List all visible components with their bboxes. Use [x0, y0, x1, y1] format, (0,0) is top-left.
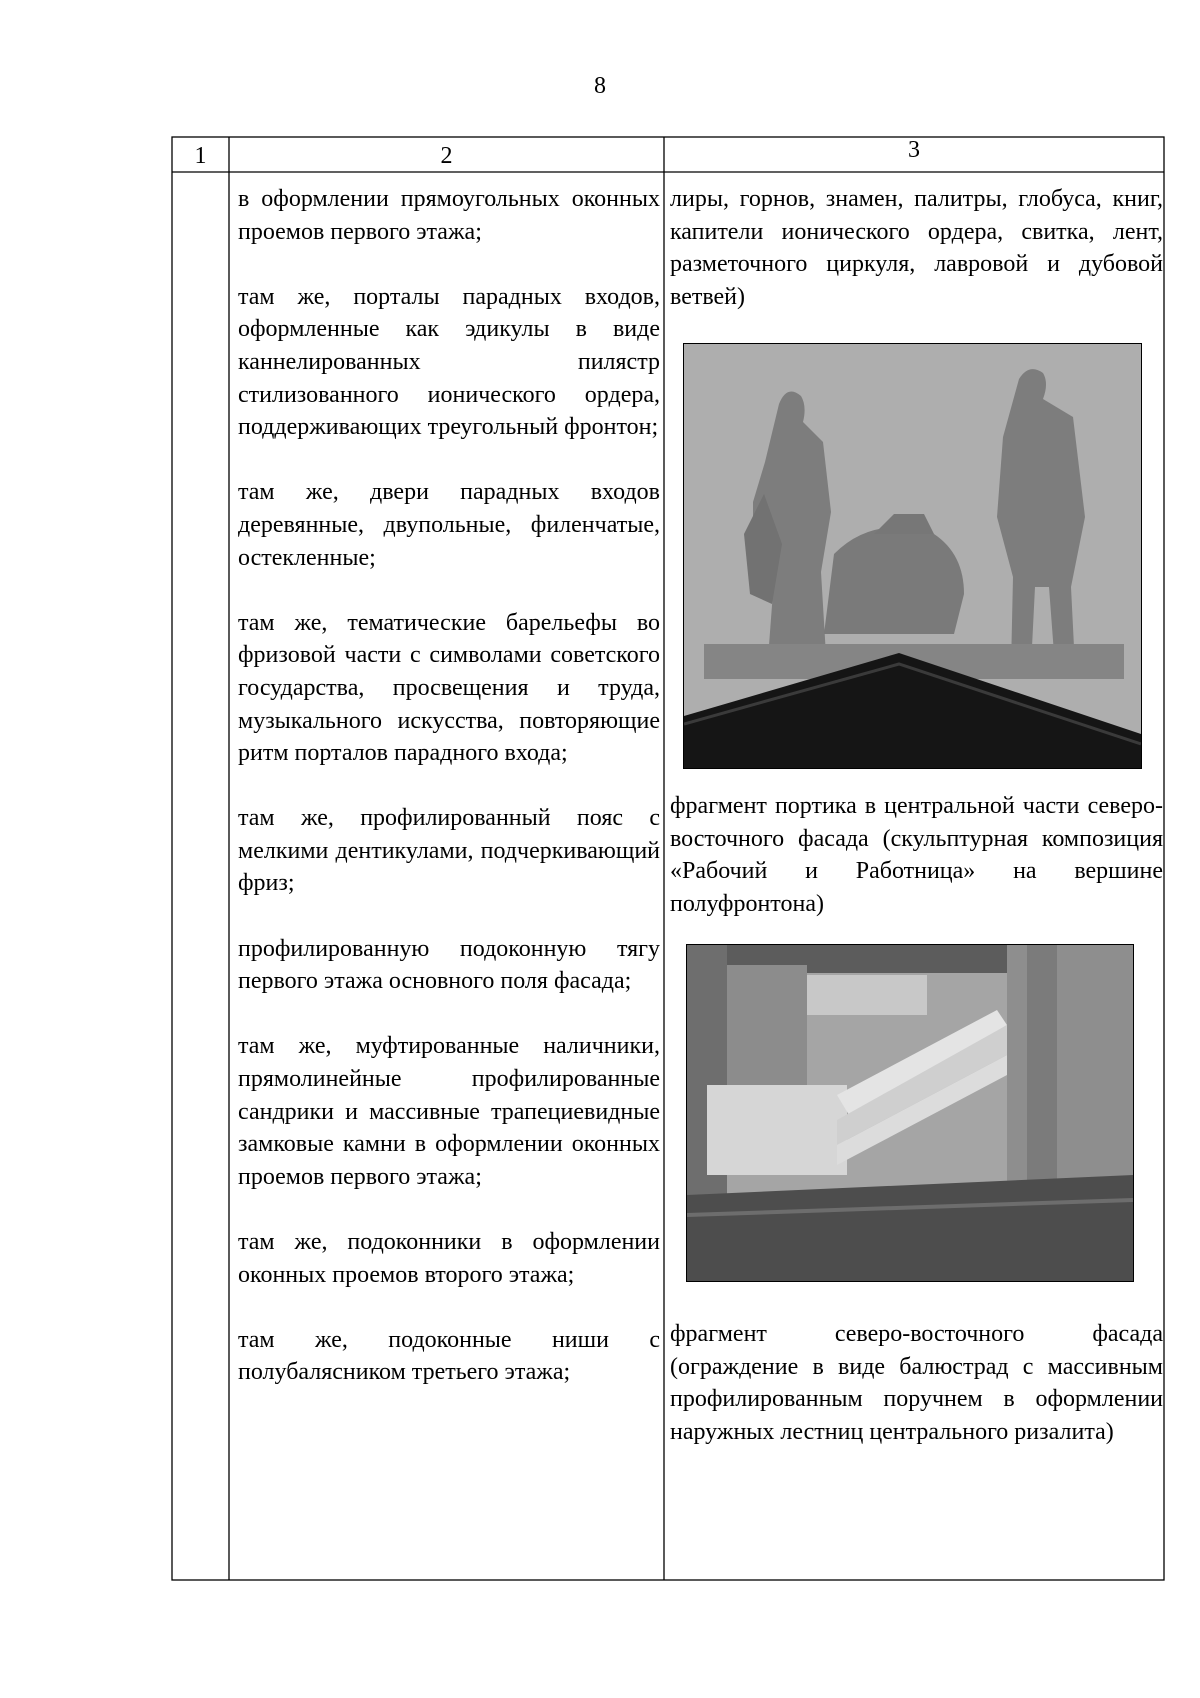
- balustrade-photo: [686, 944, 1134, 1282]
- paragraph: в оформлении прямоугольных оконных проемов первого этажа;: [238, 186, 660, 245]
- paragraph: там же, подоконники в оформлении оконных проемов второго этажа;: [238, 1229, 660, 1288]
- paragraph: там же, двери парадных входов деревянные, двупольные, филенчатые, остекленные;: [238, 479, 660, 571]
- paragraph: там же, профилированный пояс с мелкими дентикулами, подчеркивающий фриз;: [238, 805, 660, 897]
- photo-caption-2: фрагмент северо-восточного фасада (ограждение в виде балюстрад с массивным профилированным поручнем в оформлении наружных лестниц центрального ризалита): [670, 1321, 1163, 1445]
- paragraph: там же, подоконные ниши с полубалясником третьего этажа;: [238, 1326, 660, 1386]
- page-number: 8: [594, 73, 606, 99]
- table-header-col-1: 1: [194, 143, 207, 169]
- column-3-top-text: лиры, горнов, знамен, палитры, глобуса, книг, капители ионического ордера, свитка, лент, разметочного циркуля, лавровой и дубовой ветвей): [670, 186, 1163, 310]
- photo-caption-1: фрагмент портика в центральной части северо-восточного фасада (скульптурная композиция «Рабочий и Работница» на вершине полуфронтона): [670, 793, 1163, 917]
- sculpture-photo: [683, 343, 1142, 769]
- paragraph: там же, муфтированные наличники, прямолинейные профилированные сандрики и массивные трапециевидные замковые камни в оформлении оконных проемов первого этажа;: [238, 1033, 660, 1190]
- table-header-col-2: 2: [440, 143, 453, 169]
- table-header-col-3: 3: [908, 137, 920, 163]
- paragraph: профилированную подоконную тягу первого этажа основного поля фасада;: [238, 935, 660, 995]
- paragraph: там же, порталы парадных входов, оформленные как эдикулы в виде каннелированных пилястр стилизованного ионического ордера, поддерживающих треугольный фронтон;: [238, 283, 660, 441]
- column-2-text: [238, 183, 660, 1389]
- paragraph: там же, тематические барельефы во фризовой части с символами советского государства, просвещения и труда, музыкального искусства, повторяющие ритм порталов парадного входа;: [238, 609, 660, 767]
